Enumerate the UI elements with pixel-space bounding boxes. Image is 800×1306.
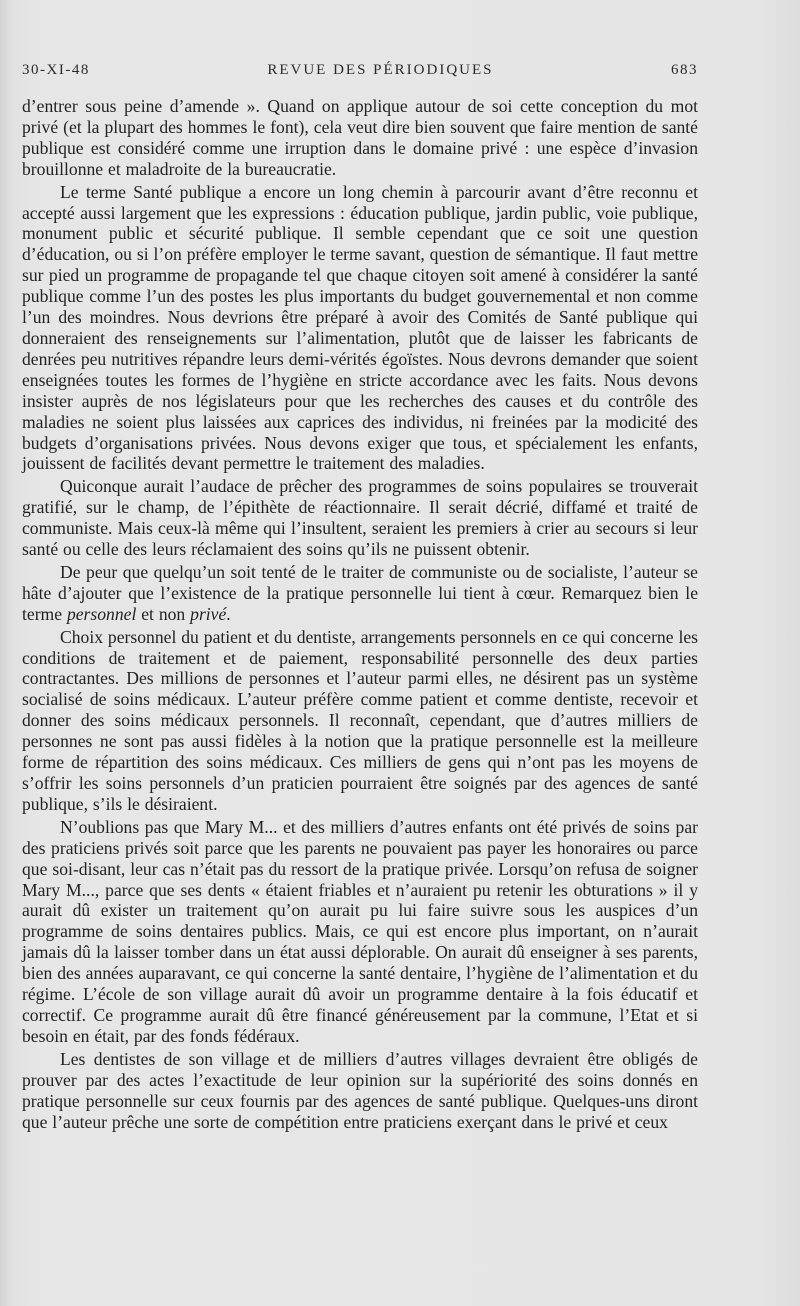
- page-number: 683: [671, 62, 698, 78]
- paragraph: N’oublions pas que Mary M... et des milliers d’autres enfants ont été privés de soins par des praticiens privés soit parce que les parents ne pouvaient pas payer les honoraires ou parce que soi-disant, leur cas n’était pas du ressort de la pratique privée. Lorsqu’on refusa de soigner Mary M..., parce que ses dents « étaient friables et n’auraient pu retenir les obturations » il y aurait dû exister un traitement qu’on aurait pu lui faire suivre sous les auspices d’un programme de soins dentaires publics. Mais, ce qui est encore plus important, on n’aurait jamais dû la laisser tomber dans un état aussi déplorable. On aurait dû enseigner à ses parents, bien des années auparavant, ce qui concerne la santé dentaire, l’hygiène de l’alimentation et du régime. L’école de son village aurait dû avoir un programme dentaire à la fois éducatif et correctif. Ce programme aurait dû être financé généreusement par la commune, l’Etat et si besoin en était, par des fonds fédéraux.: [22, 816, 698, 1046]
- paragraph: [22, 562, 698, 625]
- article-body: [22, 96, 698, 1132]
- paragraph: Le terme Santé publique a encore un long chemin à parcourir avant d’être reconnu et accepté aussi largement que les expressions : éducation publique, jardin public, voie publique, monument public et sécurité publique. Il semble cependant que ce soit une question d’éducation, ou si l’on préfère employer le terme savant, question de sémantique. Il faut mettre sur pied un programme de propagande tel que chaque citoyen soit amené à considérer la santé publique comme l’un des postes les plus importants du budget gouvernemental et non comme l’un des moindres. Nous devrions être préparé à avoir des Comités de Santé publique qui donneraient des renseignements sur l’alimentation, plutôt que de laisser les fabricants de denrées peu nutritives répandre leurs demi-vérités égoïstes. Nous devrons demander que soient enseignées toutes les formes de l’hygiène en stricte accordance avec les faits. Nous devons insister auprès de nos législateurs pour que les recherches des causes et du contrôle des maladies ne soient plus laissées aux caprices des individus, ni freinées par la modicité des budgets d’organisations privées. Nous devons exiger que tous, et spécialement les enfants, jouissent de facilités devant permettre le traitement des maladies.: [22, 181, 698, 474]
- paragraph: Les dentistes de son village et de milliers d’autres villages devraient être obligés de prouver par des actes l’exactitude de leur opinion sur la supériorité des soins donnés en pratique personnelle sur ceux fournis par des agences de santé publique. Quelques-uns diront que l’auteur prêche une sorte de compétition entre praticiens exerçant dans le privé et ceux: [22, 1048, 698, 1132]
- paragraph: Quiconque aurait l’audace de prêcher des programmes de soins populaires se trouverait gratifié, sur le champ, de l’épithète de réactionnaire. Il serait décrié, diffamé et traité de communiste. Mais ceux-là même qui l’insultent, seraient les premiers à crier au secours si leur santé ou celle des leurs réclamaient des soins qu’ils ne puissent obtenir.: [22, 476, 698, 560]
- header-date: 30-XI-48: [22, 62, 90, 78]
- emphasis-prive: privé: [190, 603, 227, 624]
- paragraph: Choix personnel du patient et du dentiste, arrangements personnels en ce qui concerne les conditions de traitement et de paiement, responsabilité personnelle des deux parties contractantes. Des millions de personnes et l’auteur parmi elles, ne désirent pas un système socialisé de soins médicaux. L’auteur préfère comme patient et comme dentiste, recevoir et donner des soins médicaux personnels. Il reconnaît, cependant, que d’autres milliers de personnes ne sont pas aussi fidèles à la notion que la pratique personnelle est la meilleure forme de répartition des soins médicaux. Ces milliers de gens qui n’ont pas les moyens de s’offrir les soins personnels d’un praticien pourraient être soignés par des agences de santé publique, s’ils le désiraient.: [22, 626, 698, 814]
- header-title: REVUE DES PÉRIODIQUES: [267, 62, 494, 78]
- paragraph-text: et non: [136, 603, 191, 624]
- paragraph: d’entrer sous peine d’amende ». Quand on applique autour de soi cette conception du mot privé (et la plupart des hommes le font), cela veut dire bien souvent que faire mention de santé publique est considéré comme une irruption dans le domaine privé : une espèce d’invasion brouillonne et maladroite de la bureaucratie.: [22, 96, 698, 179]
- paragraph-text: De peur que quelqu’un soit tenté de le traiter de communiste ou de socialiste, l’auteur se hâte d’ajouter que l’existence de la pratique personnelle lui tient à cœur. Remarquez bien le terme: [22, 561, 698, 624]
- paragraph-text: .: [226, 603, 231, 624]
- emphasis-personnel: personnel: [66, 603, 137, 624]
- running-header: [22, 62, 698, 79]
